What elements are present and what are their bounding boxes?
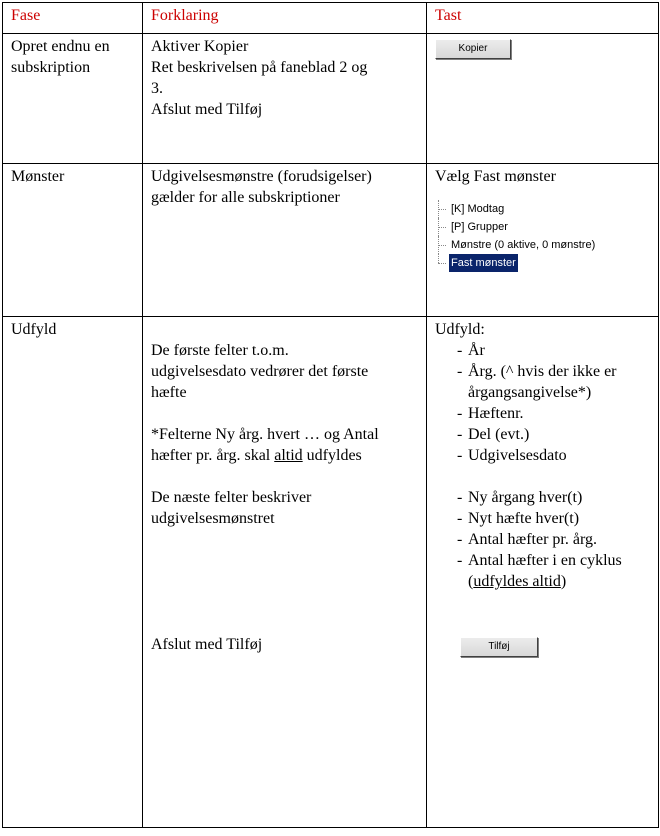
list-item-text: ( [468, 573, 474, 590]
tree-connector [438, 254, 447, 272]
list-item: - Nyt hæfte hver(t) [457, 508, 652, 529]
forklaring-text: Aktiver Kopier [151, 38, 249, 55]
list-item: - Antal hæfter pr. årg. [457, 529, 652, 550]
forklaring-text-line [151, 445, 420, 466]
spacer [435, 592, 652, 634]
fase-text: Mønster [11, 168, 65, 185]
fase-cell [3, 317, 143, 828]
tree-connector [438, 218, 447, 236]
list-item-text: årgangsangivelse*) [468, 384, 592, 401]
spacer [435, 466, 652, 487]
fase-cell [3, 34, 143, 164]
forklaring-cell [143, 164, 427, 317]
forklaring-text: Ret beskrivelsen på faneblad 2 og [151, 59, 368, 76]
table-row-monster [3, 164, 659, 317]
forklaring-text: gælder for alle subskriptioner [151, 189, 340, 206]
list-item: - År [457, 340, 652, 361]
list-item [457, 550, 652, 592]
list-item-text: - Antal hæfter i en cyklus [468, 552, 622, 569]
list-item: - Udgivelsesdato [457, 445, 652, 466]
list-item-text-line [468, 571, 652, 592]
tree-item-monstre[interactable] [435, 236, 652, 254]
forklaring-text: 3. [151, 80, 163, 97]
header-tast: Tast [427, 3, 659, 34]
forklaring-text: Afslut med Tilføj [151, 636, 263, 653]
tast-cell [427, 34, 659, 164]
forklaring-text: hæfter pr. årg. skal [151, 447, 275, 464]
tree-item-modtag[interactable] [435, 200, 652, 218]
list-item: - Del (evt.) [457, 424, 652, 445]
forklaring-text: De første felter t.o.m. [151, 342, 289, 359]
tree-connector [438, 236, 447, 254]
fase-text: Udfyld [11, 321, 57, 338]
tast-intro: Vælg Fast mønster [435, 168, 556, 185]
tree-connector [438, 200, 447, 218]
field-list-first [435, 340, 652, 466]
underlined-text: udfyldes altid [473, 573, 561, 590]
underlined-text: altid [274, 447, 303, 464]
tree-item-grupper[interactable] [435, 218, 652, 236]
field-list-second [435, 487, 652, 592]
tast-cell [427, 164, 659, 317]
spacer [151, 466, 420, 487]
spacer [151, 529, 420, 634]
list-item [457, 361, 652, 403]
header-row [3, 3, 659, 34]
tree-item-label-selected: Fast mønster [449, 254, 518, 272]
forklaring-cell [143, 317, 427, 828]
forklaring-text: udgivelsesdato vedrører det første [151, 363, 369, 380]
forklaring-cell [143, 34, 427, 164]
tree-item-label: Mønstre (0 aktive, 0 mønstre) [451, 239, 596, 251]
kopier-button[interactable]: Kopier [435, 39, 511, 59]
header-fase: Fase [3, 3, 143, 34]
table-row-opret [3, 34, 659, 164]
header-forklaring: Forklaring [143, 3, 427, 34]
spacer [151, 319, 420, 340]
tree-item-label: [P] Grupper [451, 221, 508, 233]
forklaring-text: De næste felter beskriver [151, 489, 312, 506]
list-item: - Hæftenr. [457, 403, 652, 424]
forklaring-text: *Felterne Ny årg. hvert … og Antal [151, 426, 379, 443]
spacer [151, 403, 420, 424]
fase-text: subskription [11, 59, 91, 76]
list-item-text: ) [560, 573, 567, 590]
forklaring-text: hæfte [151, 384, 187, 401]
pattern-tree [435, 200, 652, 272]
forklaring-text: Afslut med Tilføj [151, 101, 263, 118]
tast-title: Udfyld: [435, 321, 485, 338]
forklaring-text: udgivelsesmønstret [151, 510, 275, 527]
forklaring-text: Udgivelsesmønstre (forudsigelser) [151, 168, 372, 185]
fase-cell [3, 164, 143, 317]
instruction-table [2, 2, 659, 828]
forklaring-text: udfyldes [302, 447, 362, 464]
list-item: - Ny årgang hver(t) [457, 487, 652, 508]
tast-cell [427, 317, 659, 828]
fase-text: Opret endnu en [11, 38, 110, 55]
list-item-text: - Årg. (^ hvis der ikke er [468, 363, 617, 380]
tilfoj-button[interactable]: Tilføj [460, 637, 538, 657]
tree-item-label: [K] Modtag [451, 203, 505, 215]
tree-item-fast-monster[interactable] [435, 254, 652, 272]
table-row-udfyld [3, 317, 659, 828]
